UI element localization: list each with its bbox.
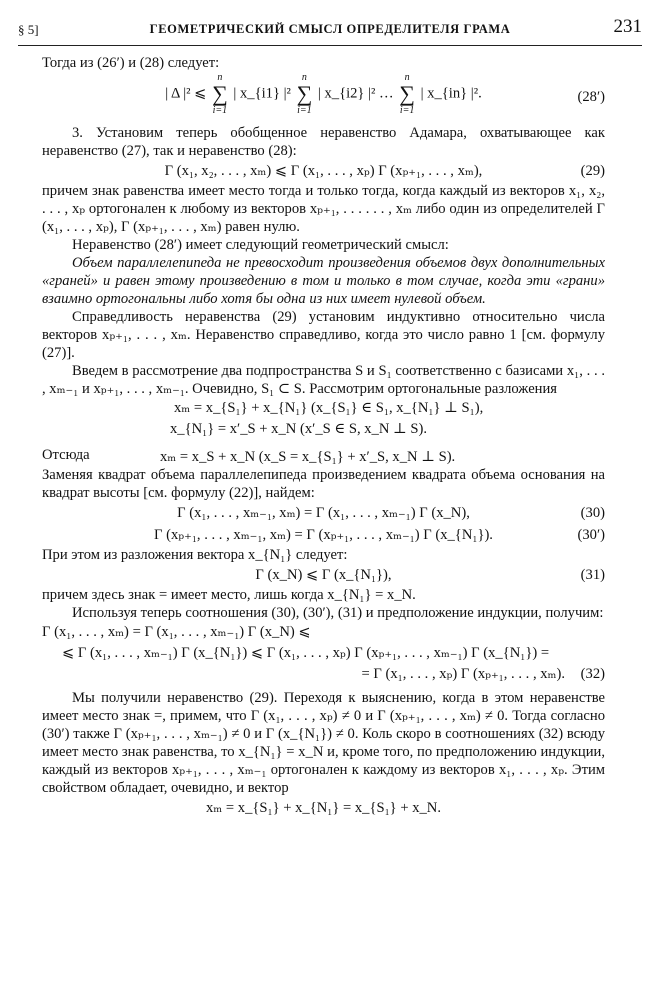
decomposition-2 [42, 419, 605, 440]
paragraph: причем знак равенства имеет место тогда и только тогда, когда каждый из векторов x₁, x₂, . . . , xₚ ортогонален к любому из векторов xₚ₊₁, . . . . . . , xₘ либо один из определителей Γ (x₁, . . . , xₚ), Γ (xₚ₊₁, . . . , xₘ) равен нулю. [42, 183, 605, 235]
formula-text: Γ (x₁, . . . , xₘ₋₁, xₘ) = Γ (x₁, . . . , xₘ₋₁) Γ (x_N), [177, 505, 470, 521]
section-mark: § 5] [18, 22, 39, 37]
sum-upper-limit: n [217, 72, 223, 83]
running-header [18, 16, 642, 42]
sum-operator [297, 72, 313, 116]
sum-upper-limit: n [301, 72, 307, 83]
formula-text: | Δ |² ⩽ [165, 85, 207, 102]
sum-lower-limit: i=1 [399, 105, 415, 116]
formula-text: | x_{i2} |² … [317, 85, 394, 102]
formula-text: | x_{in} |². [420, 85, 482, 102]
formula-final [42, 797, 605, 819]
formula-text: = Γ (x₁, . . . , xₚ) Γ (xₚ₊₁, . . . , xₘ). [361, 666, 565, 682]
equation-number: (31) [580, 567, 605, 583]
paragraph: Введем в рассмотрение два подпространства S и S₁ соответственно с базисами x₁, . . . , xₘ₋₁ и xₚ₊₁, . . . , xₘ₋₁. Очевидно, S₁ ⊂ S. Рассмотрим ортогональные разложения [42, 363, 605, 397]
formula-text: Γ (x₁, . . . , xₘ) = Γ (x₁, . . . , xₘ₋₁) Γ (x_N) ⩽ [42, 624, 311, 640]
equation-number: (32) [580, 666, 605, 682]
equation-number: (28′) [577, 89, 605, 105]
formula-29 [42, 160, 605, 182]
otsyuda-word: Отсюда [42, 447, 90, 463]
formula-31 [42, 564, 605, 586]
sigma-symbol: ∑ [212, 81, 228, 106]
paragraph: Справедливость неравенства (29) установим индуктивно относительно числа векторов xₚ₊₁, . . . , xₘ. Неравенство справедливо, когда это число равно 1 [см. формулу (27)]. [42, 309, 605, 361]
formula-32-line-3 [42, 664, 605, 685]
italic-statement: Объем параллелепипеда не превосходит произведения объемов двух дополнительных «граней» и равен этому произведению в том и только в том случае, когда эти «грани» взаимно ортогональны либо хотя бы одна из них имеет нулевой объем. [42, 255, 605, 307]
paragraph: Мы получили неравенство (29). Переходя к выяснению, когда в этом неравенстве имеет место знак =, примем, что Γ (x₁, . . . , xₚ) ≠ 0 и Γ (xₚ₊₁, . . . , xₘ) ≠ 0. Тогда согласно (30′) также Γ (xₚ₊₁, . . . , xₘ₋₁) ≠ 0 и Γ (x_{N₁}) ≠ 0. Коль скоро в соотношениях (32) всюду имеет место знак равенства, то x_{N₁} = x_N и, кроме того, по предположению индукции, каждый из векторов xₚ₊₁, . . . , xₘ₋₁ ортогонален к каждому из векторов x₁, . . . , xₚ. Этим свойством обладает, очевидно, и вектор [42, 690, 605, 796]
formula-text: xₘ = x_S + x_N (x_S = x_{S₁} + x′_S, x_N ⊥ S). [160, 449, 456, 465]
formula-text: Γ (x_N) ⩽ Γ (x_{N₁}), [255, 567, 392, 583]
formula-text: Γ (xₚ₊₁, . . . , xₘ₋₁, xₘ) = Γ (xₚ₊₁, . . . , xₘ₋₁) Γ (x_{N₁}). [154, 527, 493, 543]
paragraph: При этом из разложения вектора x_{N₁} следует: [42, 547, 348, 563]
formula-text: | x_{i1} |² [233, 85, 291, 102]
equation-number: (29) [580, 163, 605, 179]
sigma-symbol: ∑ [296, 81, 313, 106]
formula-text: xₘ = x_{S₁} + x_{N₁} (x_{S₁} ∈ S₁, x_{N₁} ⊥ S₁), [174, 400, 484, 416]
formula-32-line-2 [42, 643, 605, 664]
equation-number: (30′) [577, 527, 605, 543]
header-rule [18, 45, 642, 46]
paragraph: Используя теперь соотношения (30), (30′), (31) и предположение индукции, получим: [72, 605, 604, 621]
paragraph: причем здесь знак = имеет место, лишь когда x_{N₁} = x_N. [42, 587, 416, 603]
sigma-symbol: ∑ [399, 81, 415, 106]
decomposition-3 [42, 440, 605, 466]
page-body [42, 54, 605, 819]
sum-lower-limit: i=1 [212, 105, 228, 116]
formula-32-line-1 [42, 622, 605, 643]
paragraph: Заменяя квадрат объема параллелепипеда произведением квадрата объема основания на квадрат высоты [см. формулу (22)], найдем: [42, 467, 605, 501]
formula-text: ⩽ Γ (x₁, . . . , xₘ₋₁) Γ (x_{N₁}) ⩽ Γ (x₁, . . . , xₚ) Γ (xₚ₊₁, . . . , xₘ₋₁) Γ (x_{N₁}) = [62, 645, 550, 661]
paragraph: 3. Установим теперь обобщенное неравенство Адамара, охватывающее как неравенство (27), так и неравенство (28): [42, 125, 605, 159]
formula-28-prime [42, 72, 605, 124]
page-number: 231 [613, 16, 642, 37]
formula-30 [42, 502, 605, 524]
formula-text: x_{N₁} = x′_S + x_N (x′_S ∈ S, x_N ⊥ S). [170, 421, 428, 437]
formula-text: Γ (x₁, x₂, . . . , xₘ) ⩽ Γ (x₁, . . . , xₚ) Γ (xₚ₊₁, . . . , xₘ), [164, 163, 483, 179]
running-title: ГЕОМЕТРИЧЕСКИЙ СМЫСЛ ОПРЕДЕЛИТЕЛЯ ГРАМА [149, 22, 511, 36]
sum-lower-limit: i=1 [297, 105, 312, 116]
sum-operator [212, 72, 228, 116]
paragraph: Тогда из (26′) и (28) следует: [42, 55, 220, 71]
equation-number: (30) [580, 505, 605, 521]
paragraph: Неравенство (28′) имеет следующий геометрический смысл: [72, 237, 449, 253]
sum-operator [399, 72, 415, 116]
sum-upper-limit: n [404, 72, 410, 83]
formula-30-prime [42, 524, 605, 546]
decomposition-1 [42, 398, 605, 419]
formula-text: xₘ = x_{S₁} + x_{N₁} = x_{S₁} + x_N. [206, 800, 441, 816]
